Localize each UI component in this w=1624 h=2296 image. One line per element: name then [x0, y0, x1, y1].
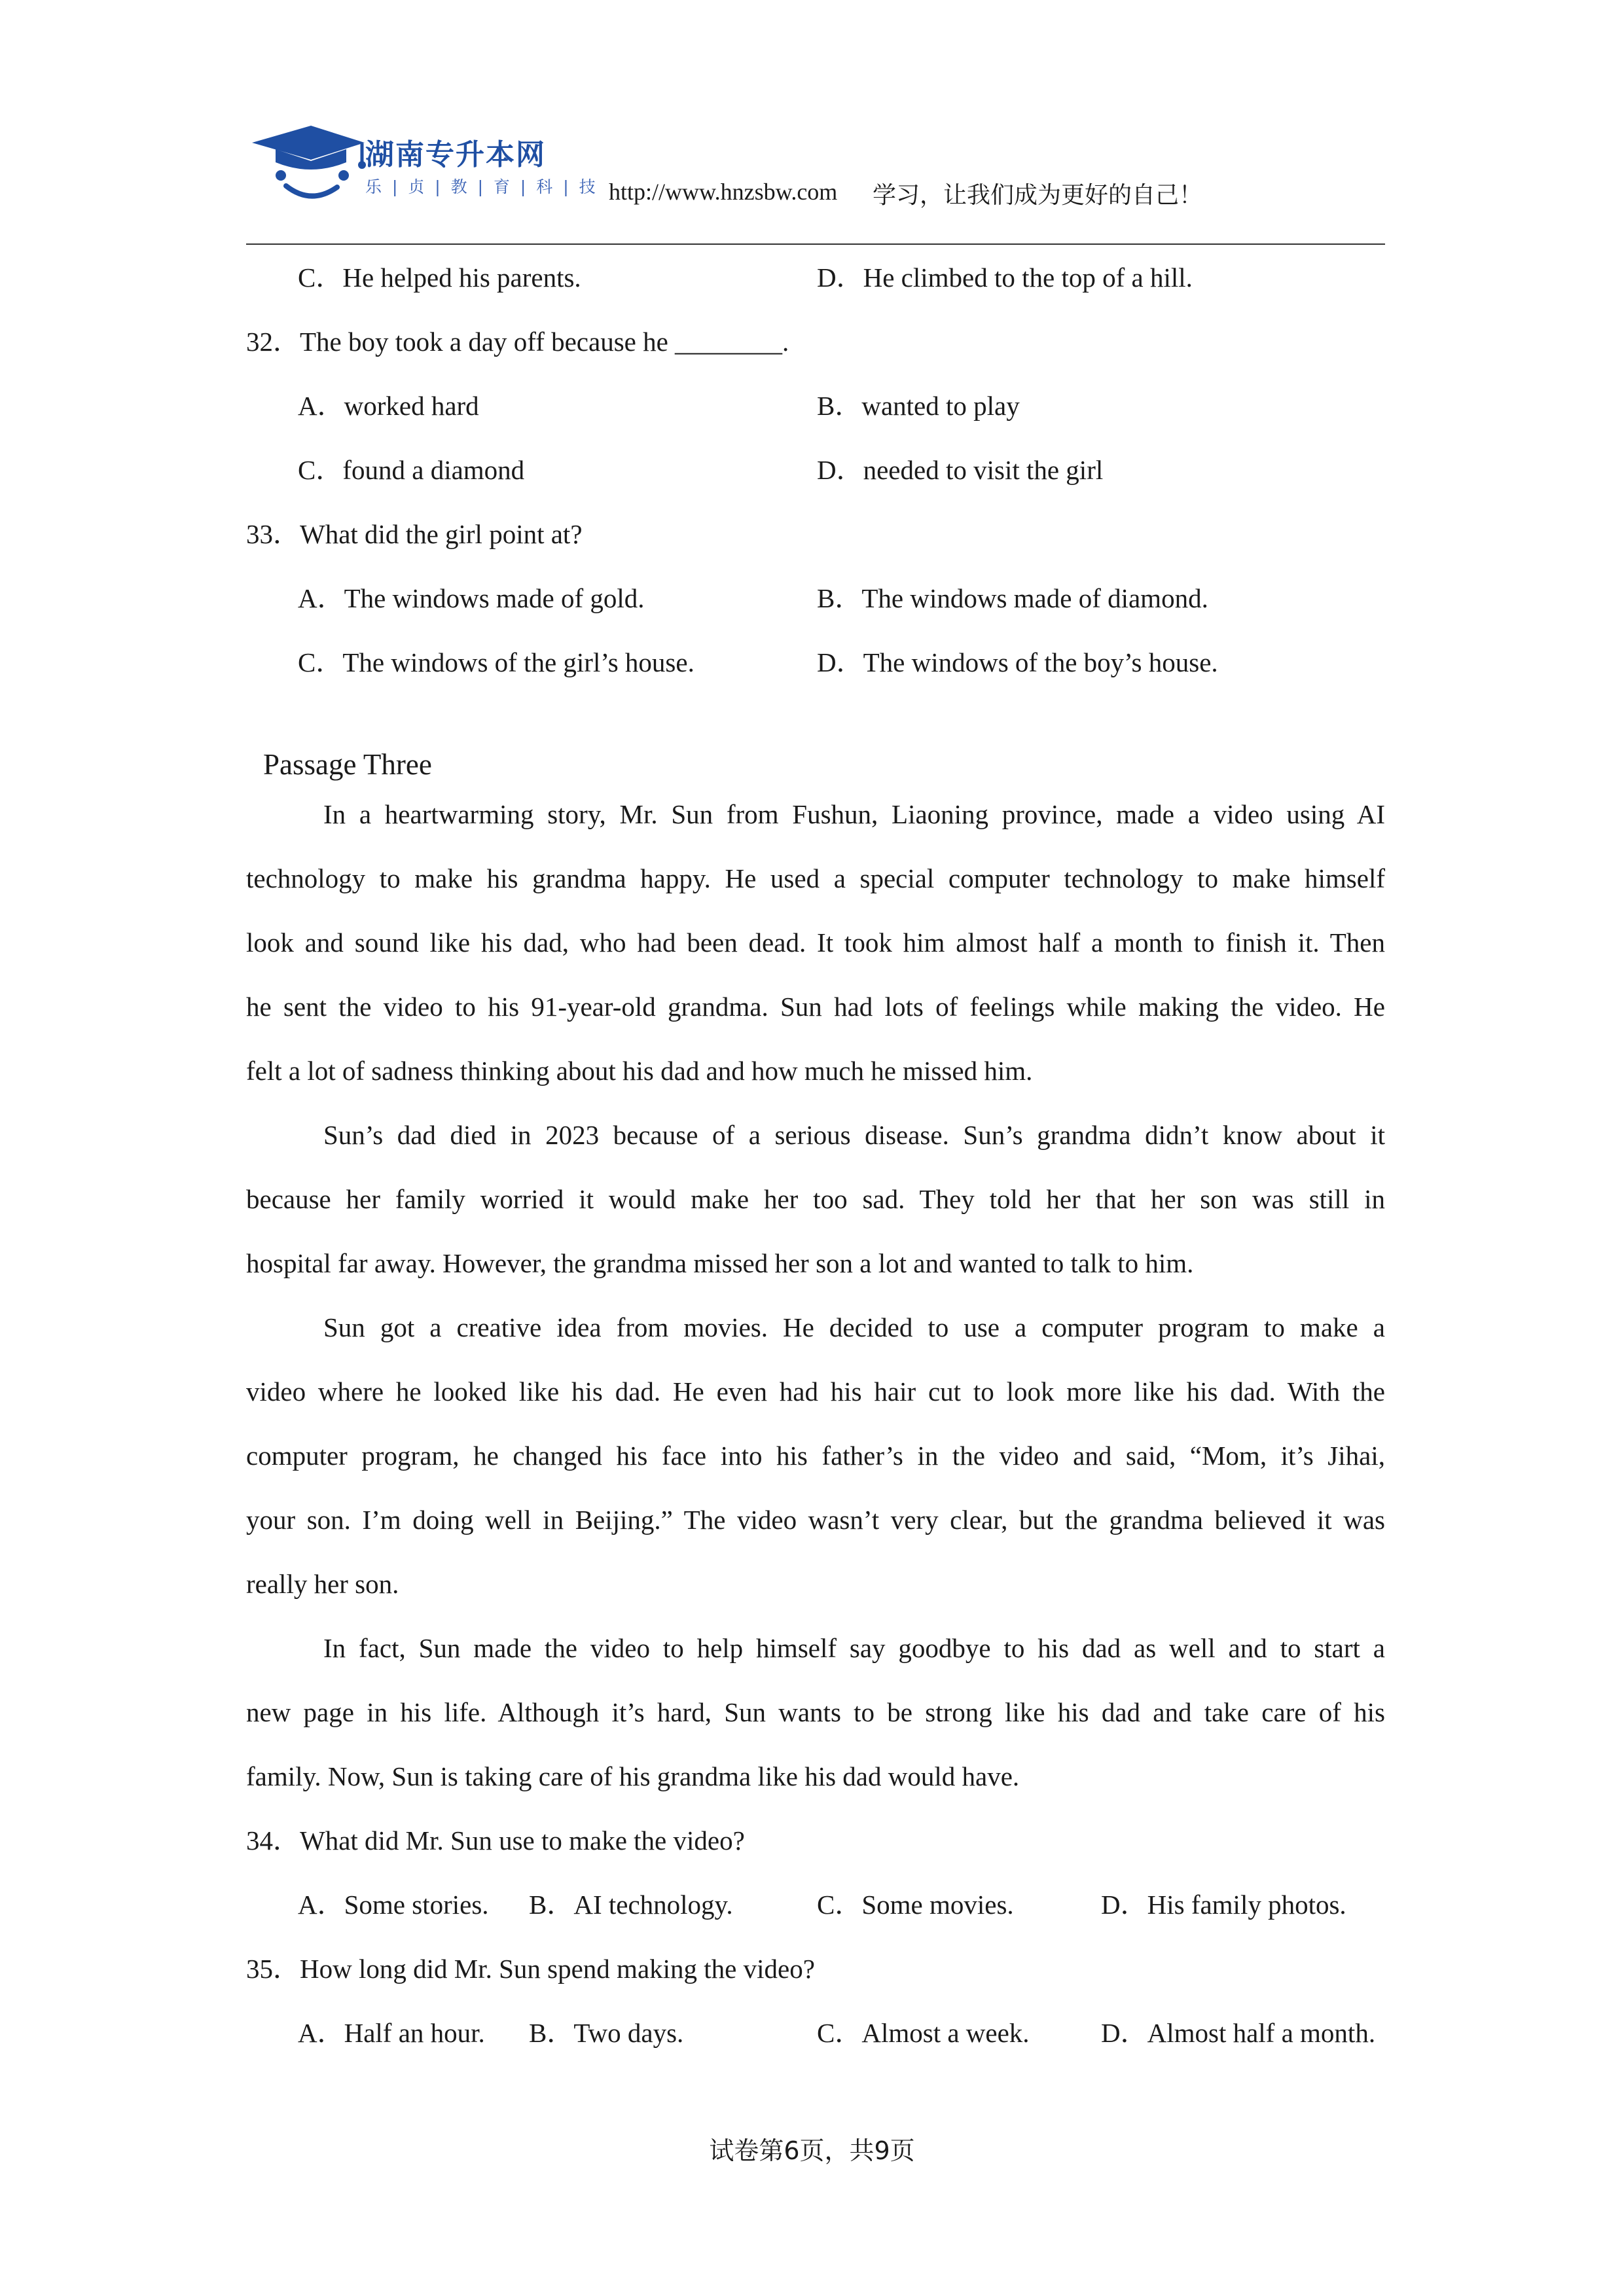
q32-option-a: A．worked hard [298, 391, 479, 421]
header-divider [246, 243, 1385, 245]
q33-option-d: D．The windows of the boy’s house. [817, 647, 1218, 677]
q32-option-c: C．found a diamond [298, 455, 525, 485]
q34-option-b: B．AI technology. [529, 1890, 733, 1920]
passage-line: In fact, Sun made the video to help himself say goodbye to his dad as well and to start a [323, 1633, 1385, 1663]
passage-line: Sun got a creative idea from movies. He decided to use a computer program to make a [323, 1312, 1385, 1342]
passage-title: Passage Three [263, 748, 432, 781]
passage-line: technology to make his grandma happy. He used a special computer technology to make himself [246, 863, 1385, 893]
q34-option-d: D．His family photos. [1101, 1890, 1346, 1920]
q32-option-d: D．needed to visit the girl [817, 455, 1104, 485]
passage-line: look and sound like his dad, who had been dead. It took him almost half a month to finish it. Then [246, 927, 1385, 958]
logo-subtitle: 乐 | 贞 | 教 | 育 | 科 | 技 [365, 177, 598, 196]
q34-stem: 34．What did Mr. Sun use to make the video? [246, 1825, 745, 1856]
q35-option-c: C．Almost a week. [817, 2018, 1030, 2048]
q35-option-d: D．Almost half a month. [1101, 2018, 1376, 2048]
passage-line: hospital far away. However, the grandma missed her son a lot and wanted to talk to him. [246, 1248, 1194, 1278]
passage-line: Sun’s dad died in 2023 because of a serious disease. Sun’s grandma didn’t know about it [323, 1120, 1385, 1150]
q32-stem: 32．The boy took a day off because he ________. [246, 327, 789, 357]
passage-line: really her son. [246, 1569, 399, 1599]
q31-option-d: D．He climbed to the top of a hill. [817, 262, 1193, 293]
passage-line: In a heartwarming story, Mr. Sun from Fushun, Liaoning province, made a video using AI [323, 799, 1385, 829]
header-url-link[interactable]: http://www.hnzsbw.com [609, 179, 838, 205]
passage-line: computer program, he changed his face into his father’s in the video and said, “Mom, it’s Jihai, [246, 1441, 1385, 1471]
q35-stem: 35．How long did Mr. Sun spend making the video? [246, 1954, 815, 1984]
q33-option-c: C．The windows of the girl’s house. [298, 647, 695, 677]
q34-option-c: C．Some movies. [817, 1890, 1014, 1920]
passage-line: new page in his life. Although it’s hard, Sun wants to be strong like his dad and take care of his [246, 1697, 1385, 1727]
q35-option-a: A．Half an hour. [298, 2018, 485, 2048]
logo-title: 湖南专升本网 [365, 138, 546, 171]
q34-option-a: A．Some stories. [298, 1890, 489, 1920]
passage-line: family. Now, Sun is taking care of his grandma like his dad would have. [246, 1761, 1020, 1791]
header-slogan: 学习，让我们成为更好的自己！ [873, 182, 1203, 209]
passage-line: video where he looked like his dad. He even had his hair cut to look more like his dad. With the [246, 1376, 1385, 1407]
q33-stem: 33．What did the girl point at? [246, 519, 583, 549]
passage-line: because her family worried it would make her too sad. They told her that her son was still in [246, 1184, 1385, 1214]
q31-option-c: C．He helped his parents. [298, 262, 581, 293]
passage-line: your son. I’m doing well in Beijing.” The video wasn’t very clear, but the grandma believed it was [246, 1505, 1385, 1535]
q33-option-a: A．The windows made of gold. [298, 583, 645, 613]
page-number-footer: 试卷第6页，共9页 [709, 2136, 915, 2165]
passage-line: felt a lot of sadness thinking about his dad and how much he missed him. [246, 1056, 1033, 1086]
q32-option-b: B．wanted to play [817, 391, 1020, 421]
passage-line: he sent the video to his 91-year-old grandma. Sun had lots of feelings while making the video. He [246, 992, 1385, 1022]
q33-option-b: B．The windows made of diamond. [817, 583, 1208, 613]
q35-option-b: B．Two days. [529, 2018, 684, 2048]
